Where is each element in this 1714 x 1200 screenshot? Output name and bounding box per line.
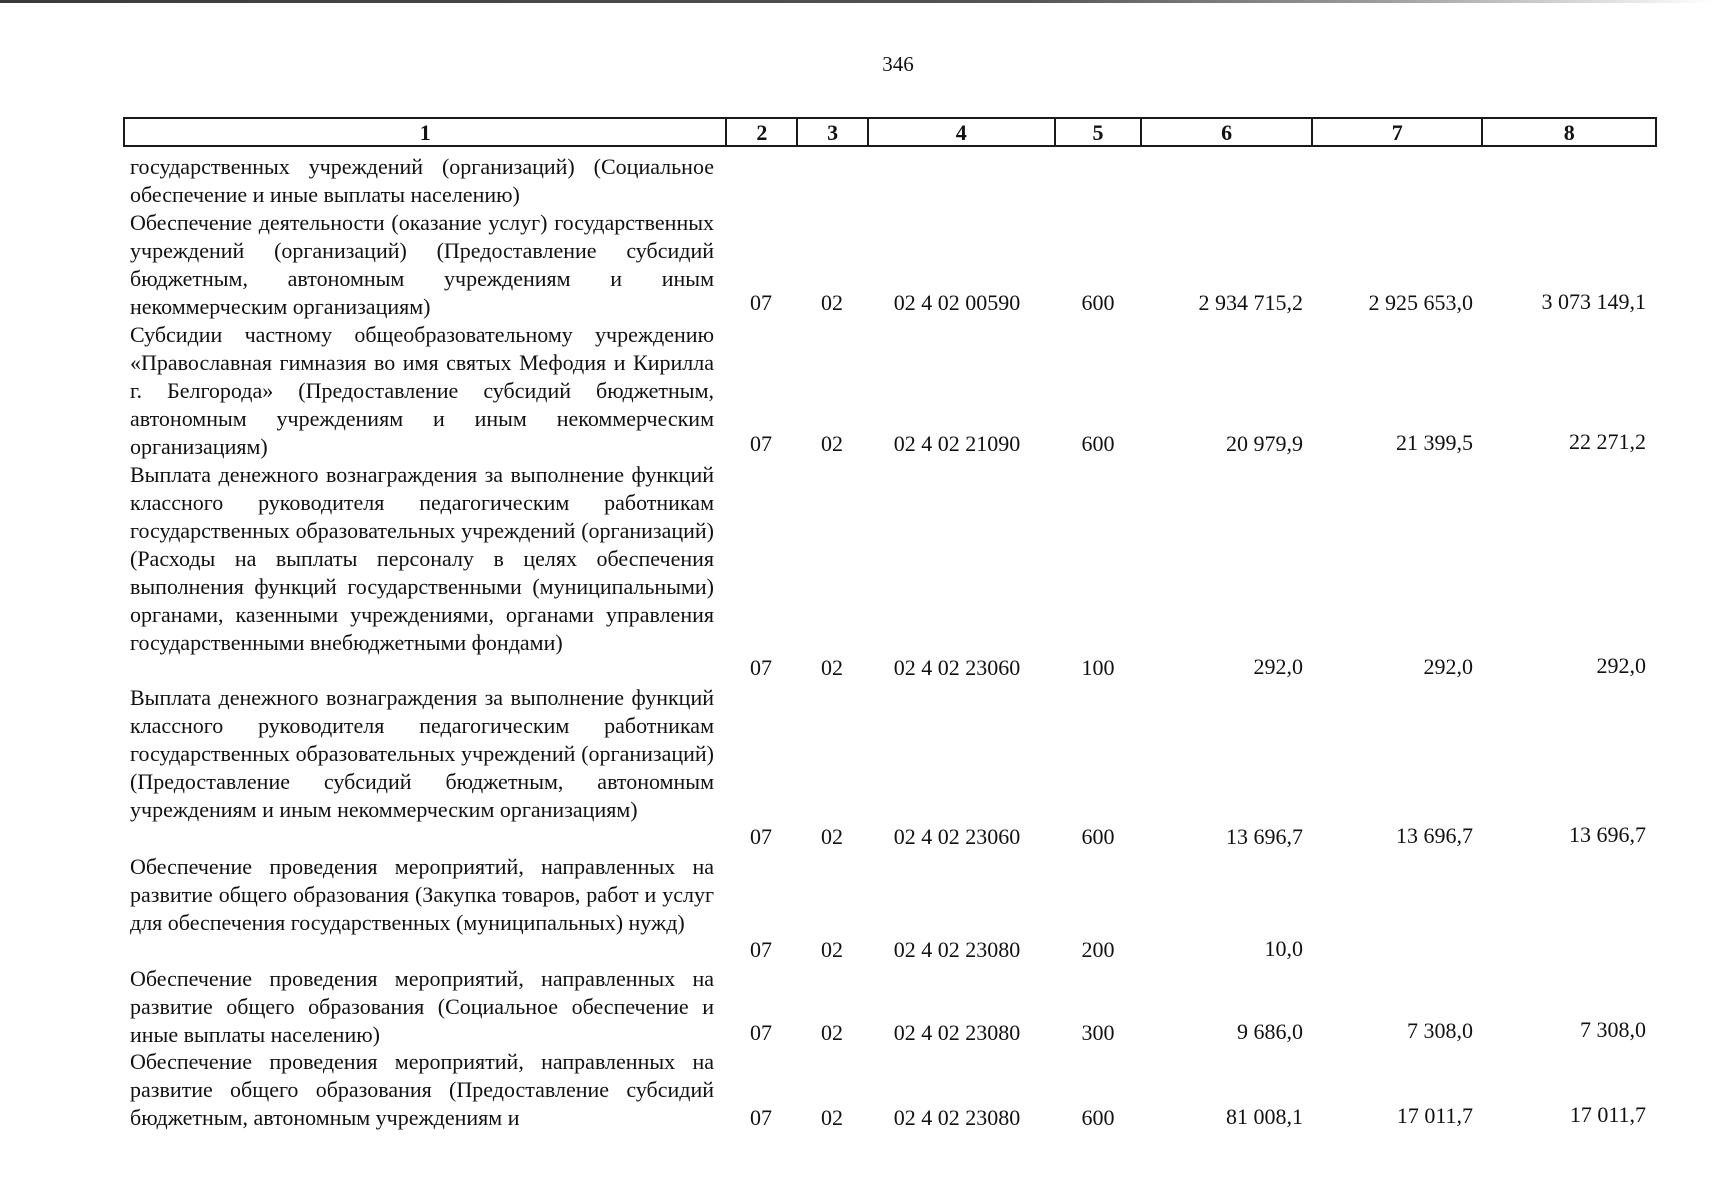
scan-edge — [0, 0, 1714, 3]
row-3-description: Выплата денежного вознаграждения за выполнение функций классного руководителя педагогическим работникам государственных образовательных учреждений (организаций) (Расходы на выплаты персоналу в целях обеспечения выполнения функций государственными (муниципальными) органами, казенными учреждениями, органами управления государственными внебюджетными фондами) — [130, 462, 714, 655]
row-6-amount-col6: 9 686,0 — [1237, 1019, 1303, 1044]
header-col-5: 5 — [1056, 119, 1143, 145]
row-7-target-article: 02 4 02 23080 — [893, 1105, 1021, 1130]
header-col-7: 7 — [1313, 119, 1484, 145]
row-6-amount-col8: 7 308,0 — [1580, 1017, 1646, 1042]
row-5-section: 07 — [750, 937, 772, 962]
row-6-amount-col7: 7 308,0 — [1407, 1018, 1473, 1043]
row-7-expense-type: 600 — [1081, 1105, 1115, 1130]
row-5-expense-type: 200 — [1081, 937, 1115, 962]
page-number: 346 — [882, 52, 914, 76]
row-1-target-article: 02 4 02 00590 — [893, 290, 1021, 315]
row-5-description: Обеспечение проведения мероприятий, направленных на развитие общего образования (Закупка товаров, работ и услуг для обеспечения государственных (муниципальных) нужд) — [130, 854, 714, 935]
row-3-amount-col7: 292,0 — [1423, 654, 1473, 679]
row-2-section: 07 — [750, 431, 772, 456]
row-3-amount-col8: 292,0 — [1596, 653, 1646, 678]
row-2-expense-type: 600 — [1081, 431, 1115, 456]
row-7-section: 07 — [750, 1105, 772, 1130]
row-1-section: 07 — [750, 290, 772, 315]
row-4-amount-col8: 13 696,7 — [1569, 822, 1646, 847]
row-4-description: Выплата денежного вознаграждения за выполнение функций классного руководителя педагогическим работникам государственных образовательных учреждений (организаций) (Предоставление субсидий бюджетным, автономным учреждениям и иным некоммерческим организациям) — [130, 685, 714, 822]
row-4-section: 07 — [750, 824, 772, 849]
row-4-amount-col6: 13 696,7 — [1226, 824, 1303, 849]
row-6-subsection: 02 — [821, 1020, 843, 1045]
row-6-target-article: 02 4 02 23080 — [893, 1020, 1021, 1045]
row-1-amount-col7: 2 925 653,0 — [1368, 290, 1473, 315]
row-5-target-article: 02 4 02 23080 — [893, 937, 1021, 962]
row-5-amount-col6: 10,0 — [1264, 936, 1303, 961]
row-2-subsection: 02 — [821, 431, 843, 456]
row-1-expense-type: 600 — [1081, 290, 1115, 315]
row-0-description: государственных учреждений (организаций) (Социальное обеспечение и иные выплаты населению) — [130, 154, 714, 207]
row-7-subsection: 02 — [821, 1105, 843, 1130]
row-4-subsection: 02 — [821, 824, 843, 849]
header-col-2: 2 — [727, 119, 798, 145]
row-2-target-article: 02 4 02 21090 — [893, 431, 1021, 456]
row-3-section: 07 — [750, 655, 772, 680]
header-col-4: 4 — [869, 119, 1056, 145]
row-2-amount-col8: 22 271,2 — [1569, 429, 1646, 454]
row-2-amount-col6: 20 979,9 — [1226, 431, 1303, 456]
row-7-amount-col6: 81 008,1 — [1226, 1104, 1303, 1129]
header-col-8: 8 — [1563, 120, 1575, 145]
row-3-subsection: 02 — [821, 655, 843, 680]
row-4-expense-type: 600 — [1081, 824, 1115, 849]
row-5-subsection: 02 — [821, 937, 843, 962]
row-6-section: 07 — [750, 1020, 772, 1045]
row-2-amount-col7: 21 399,5 — [1396, 430, 1473, 455]
row-3-expense-type: 100 — [1081, 655, 1115, 680]
header-col-3: 3 — [798, 119, 869, 145]
row-7-amount-col7: 17 011,7 — [1396, 1103, 1473, 1128]
row-6-expense-type: 300 — [1081, 1020, 1115, 1045]
row-4-amount-col7: 13 696,7 — [1396, 823, 1473, 848]
row-6-description: Обеспечение проведения мероприятий, направленных на развитие общего образования (Социальное обеспечение и иные выплаты населению) — [130, 966, 714, 1047]
row-3-amount-col6: 292,0 — [1253, 654, 1303, 679]
row-4-target-article: 02 4 02 23060 — [893, 824, 1021, 849]
row-7-amount-col8: 17 011,7 — [1569, 1102, 1646, 1127]
row-7-description: Обеспечение проведения мероприятий, направленных на развитие общего образования (Предоставление субсидий бюджетным, автономным учреждениям и — [130, 1049, 714, 1130]
row-1-subsection: 02 — [821, 290, 843, 315]
table-header-row — [123, 117, 1657, 147]
row-3-target-article: 02 4 02 23060 — [893, 655, 1021, 680]
row-2-description: Субсидии частному общеобразовательному учреждению «Православная гимназия во имя святых Мефодия и Кирилла г. Белгорода» (Предоставление субсидий бюджетным, автономным учреждениям и иным некоммерческим организациям) — [130, 322, 714, 459]
row-1-amount-col8: 3 073 149,1 — [1541, 289, 1646, 314]
header-col-6: 6 — [1142, 119, 1313, 145]
row-1-amount-col6: 2 934 715,2 — [1198, 290, 1303, 315]
header-col-1: 1 — [125, 119, 727, 145]
row-1-description: Обеспечение деятельности (оказание услуг) государственных учреждений (организаций) (Предоставление субсидий бюджетным, автономным учреждениям и иным некоммерческим организациям) — [130, 210, 714, 319]
